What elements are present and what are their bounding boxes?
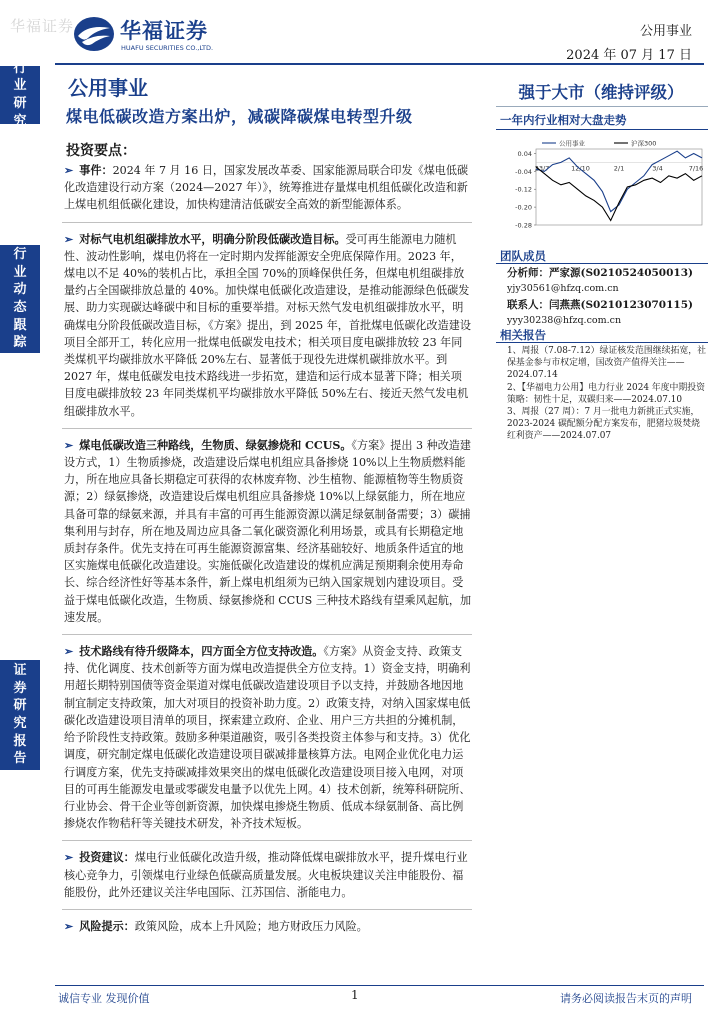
footer-divider (55, 985, 704, 986)
leftbar-dynamic-tracking (0, 245, 40, 353)
rating-divider (496, 106, 708, 107)
x-tick-label: 2/1 (613, 164, 625, 173)
leftbar-securities-report (0, 660, 40, 770)
y-tick-label: -0.12 (515, 185, 532, 194)
paragraph-lead: 投资建议： (79, 851, 135, 865)
report-item[interactable]: 1、周报（7.08-7.12）绿证核发范围继续拓宽，社保基金参与市权定增，国改资产值得关注——2024.07.14 (507, 346, 707, 381)
main-column (62, 162, 472, 935)
chart-heading-rule (496, 129, 708, 130)
leftbar-char: 跟 (13, 317, 27, 333)
leftbar-char: 业 (13, 264, 27, 280)
x-tick-label: 12/10 (571, 164, 590, 173)
paragraph-lead: 技术路线有待升级降本，四方面全方位支持改造。 (79, 645, 324, 659)
arrow-icon: ➢ (64, 438, 74, 452)
y-tick-label: -0.28 (515, 221, 532, 230)
reports-heading-rule (496, 342, 708, 343)
leftbar-char: 态 (13, 300, 27, 315)
divider (62, 428, 472, 429)
footer-slogan: 诚信专业 发现价值 (58, 992, 150, 1005)
analyst-name: 严家源(S0210524050013) (549, 267, 693, 279)
relative-performance-chart (502, 137, 708, 237)
arrow-icon: ➢ (64, 645, 74, 659)
arrow-icon: ➢ (64, 232, 74, 246)
brand-name-en: HUAFU SECURITIES CO.,LTD. (121, 44, 214, 52)
leftbar-industry-research (0, 60, 40, 129)
team-members (507, 266, 707, 330)
industry-title: 公用事业 (68, 76, 148, 100)
contact-email[interactable]: yyy30238@hfzq.com.cn (507, 315, 622, 326)
series-line (536, 167, 702, 221)
y-tick-label: -0.20 (515, 203, 532, 212)
paragraph-risk (62, 918, 472, 935)
related-reports (507, 345, 707, 443)
divider (62, 634, 472, 635)
contact-name: 闫燕燕(S0210123070115) (549, 299, 693, 311)
paragraph-targets (62, 231, 472, 420)
analyst-row (507, 266, 707, 281)
legend-label: 公用事业 (559, 139, 585, 148)
brand-name: 华福证券 (120, 19, 208, 43)
report-item[interactable]: 3、周报（27 周）：7 月一批电力新挑正式实施，2023-2024 碳配额分配方案发布，肥猪垃圾焚烧红利资产——2024.07.07 (507, 407, 700, 442)
leftbar-char: 研 (13, 698, 27, 714)
header-divider (55, 63, 704, 65)
leftbar-char: 告 (13, 751, 27, 767)
paragraph-lead: 煤电低碳改造三种路线，生物质、绿氨掺烧和 CCUS。 (79, 438, 352, 452)
paragraph-text: 煤电行业低碳化改造升级，推动降低煤电碳排放水平，提升煤电行业核心竞争力，引领煤电行业绿色低碳高质量发展。火电板块建议关注申能股份、福能股份，此外还建议关注华电国际、江苏国信、浙能电力。 (64, 851, 468, 899)
y-tick-label: 0.04 (517, 149, 532, 158)
paragraph-text: 政策风险，成本上升风险；地方财政压力风险。 (134, 919, 368, 933)
arrow-icon: ➢ (64, 164, 74, 177)
analyst-email[interactable]: yjy30561@hfzq.com.cn (507, 283, 619, 294)
leftbar-char: 研 (13, 96, 27, 111)
paragraph-event (62, 162, 472, 214)
watermark: 华福证券 (10, 17, 75, 35)
x-tick-label: 7/16 (688, 164, 704, 173)
leftbar-char: 报 (13, 733, 27, 749)
x-tick-label: 23/7 (534, 164, 550, 173)
arrow-icon: ➢ (64, 851, 74, 865)
paragraph-lead: 风险提示： (79, 919, 135, 933)
leftbar-char: 业 (13, 78, 27, 94)
paragraph-routes (62, 437, 472, 626)
section-heading: 投资要点： (66, 143, 136, 159)
leftbar-char: 证 (13, 663, 27, 679)
divider (62, 909, 472, 910)
header-industry: 公用事业 (639, 24, 692, 39)
chart-heading: 一年内行业相对大盘走势 (500, 113, 627, 127)
leftbar-char: 动 (13, 282, 27, 298)
paragraph-lead: 事件： (79, 164, 113, 177)
legend-label: 沪深300 (631, 139, 657, 148)
analyst-label: 分析师： (507, 267, 549, 279)
leftbar-char: 行 (13, 247, 27, 263)
contact-label: 联系人： (507, 299, 549, 311)
header-date: 2024 年 07 月 17 日 (566, 48, 692, 63)
team-heading-rule (496, 263, 708, 264)
paragraph-support (62, 643, 472, 832)
paragraph-advice (62, 849, 472, 901)
report-title: 煤电低碳改造方案出炉，减碳降碳煤电转型升级 (66, 107, 413, 126)
leftbar-char: 券 (13, 680, 27, 696)
paragraph-text: 受可再生能源电力随机性、波动性影响，煤电仍将在一定时期内发挥能源安全兜底保障作用。2023 年，煤电以不足 40%的装机占比，承担全国 70%的顶峰保供任务，但煤电机组碳排放量约占全国碳排放总量的 40%。加快煤电低碳化改造建设，是推动能源绿色低碳发展、助力实现碳达峰碳中和目标的重要举措。对标天然气发电机组碳排放水平，明确煤电分阶段低碳改造目标，《方案》提出，到 2025 年，首批煤电低碳化改造建设项目全部开工，转化应用一批煤电低碳发电技术；相关项目度电碳排放较 23 年同类煤机平均碳排放水平降低 20%左右、显著低于现役先进煤机碳排放水平。到 2027 年，煤电低碳发电技术路线进一步拓宽，建造和运行成本显著下降；相关项目度电碳排放较 23 年同类煤机平均碳排放水平降低 50%左右、接近天然气发电机组碳排放水平。 (64, 232, 471, 418)
leftbar-char: 究 (13, 716, 27, 731)
company-logo (72, 14, 262, 54)
paragraph-text: 《方案》从资金支持、政策支持、优化调度、技术创新等方面为煤电改造提供全方位支持。1）资金支持，明确利用超长期特别国债等资金渠道对煤电低碳改造建设项目予以支持，并鼓励各地因地制宜制定支持政策，加大对项目的投资补助力度。2）政策支持，对纳入国家煤电低碳化改造建设项目清单的项目，探索建立政府、企业、用户三方共担的分摊机制，给予阶段性支持政策。鼓励多种渠道融资，吸引各类投资主体参与和支持。3）优化调度，研究制定煤电低碳化改造建设项目碳减排量核算方法。电网企业优化电力运行调度方案，优先支持碳减排效果突出的煤电低碳化改造建设项目接入电网，对项目的可再生能源发电量或零碳发电量予以优先上网。4）技术创新，统筹科研院所、行业协会、骨干企业等创新资源，加快煤电掺烧生物质、低成本绿氨制备、高比例掺烧农作物秸秆等关键技术研发，补齐技术短板。 (64, 645, 471, 831)
leftbar-char: 行 (13, 60, 27, 76)
leftbar-char: 踪 (13, 335, 27, 351)
contact-row (507, 298, 707, 313)
paragraph-text: 《方案》提出 3 种改造建设方式，1）生物质掺烧，改造建设后煤电机组应具备掺烧 10%以上生物质燃料能力，所在地应具备长期稳定可获得的农林废弃物、沙生植物、能源植物等生物质资源；2）绿氨掺烧，改造建设后煤电机组应具备掺烧 10%以上绿氨能力，所在地应具备可靠的绿氨来源，并具有丰富的可再生能源资源以满足绿氨制备需要；3）碳捕集利用与封存，所在地及周边应具备二氧化碳资源化利用场景，或具有长期稳定地质封存条件。优先支持在可再生能源资源富集、经济基础较好、地质条件适宜的地区实施煤电低碳化改造建设。实施低碳化改造建设的煤机应满足预期剩余使用寿命长、综合经济性好等基本条件，新上煤电机组须为已纳入国家规划内建设项目。受益于煤电低碳化改造，生物质、绿氨掺烧和 CCUS 三种技术路线有望乘风起航，加速发展。 (64, 438, 472, 624)
footer-disclaimer: 请务必阅读报告末页的声明 (560, 992, 692, 1005)
x-tick-label: 3/4 (652, 164, 663, 173)
arrow-icon: ➢ (64, 919, 74, 933)
divider (62, 840, 472, 841)
report-item[interactable]: 2、【华福电力公用】电力行业 2024 年度中期投资策略：韧性十足，双碳归来——2024.07.10 (507, 382, 706, 405)
y-tick-label: -0.04 (515, 167, 532, 176)
paragraph-lead: 对标气电机组碳排放水平，明确分阶段低碳改造目标。 (79, 232, 346, 246)
team-heading: 团队成员 (500, 249, 546, 263)
logo-icon (72, 14, 116, 54)
plot-frame (536, 149, 702, 225)
rating: 强于大市（维持评级） (518, 83, 684, 102)
paragraph-text: 2024 年 7 月 16 日，国家发展改革委、国家能源局联合印发《煤电低碳化改造建设行动方案（2024—2027 年）》，统筹推进存量煤电机组低碳化改造和新上煤电机组低碳化建设，加快构建清洁低碳安全高效的新型能源体系。 (64, 164, 469, 212)
leftbar-char: 究 (13, 113, 27, 129)
divider (62, 222, 472, 223)
reports-heading: 相关报告 (500, 328, 546, 342)
page-number: 1 (351, 988, 359, 1002)
